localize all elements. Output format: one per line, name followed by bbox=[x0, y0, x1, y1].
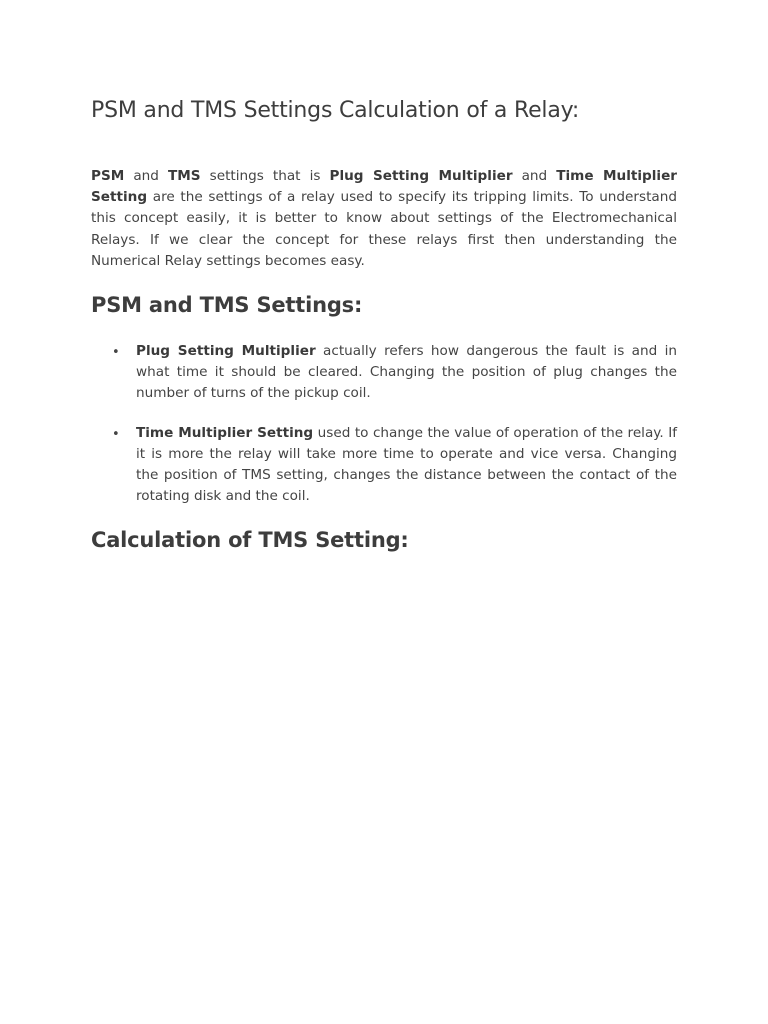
list-item-term: Plug Setting Multiplier bbox=[136, 343, 316, 360]
list-item-description: used to change the value of operation of the relay. If it is more the relay will take more time to operate and vice versa. Changing the position of TMS setting, changes the distance between the contact of the rotating disk and the coil. bbox=[136, 424, 677, 505]
list-item bbox=[91, 423, 677, 508]
psm-abbrev: PSM bbox=[91, 168, 125, 184]
list-item bbox=[91, 341, 677, 405]
list-item-text bbox=[136, 423, 677, 508]
tms-abbrev: TMS bbox=[167, 168, 201, 184]
intro-text-settings: settings that is bbox=[200, 168, 330, 184]
bullet-icon: • bbox=[112, 345, 120, 361]
list-item-text bbox=[136, 341, 677, 405]
intro-text-rest: are the settings of a relay used to specify its tripping limits. To understand this concept easily, it is better to know about settings of the Electromechanical Relays. If we clear the concept for these relays first then understanding the Numerical Relay settings becomes easy. bbox=[91, 189, 677, 269]
bullet-list bbox=[91, 341, 677, 507]
list-item-term: Time Multiplier Setting bbox=[136, 424, 314, 441]
bullet-icon: • bbox=[112, 426, 120, 442]
tms-full-term: Time Multiplier Setting bbox=[91, 168, 678, 206]
intro-paragraph bbox=[91, 166, 677, 272]
section-heading-psm-tms: PSM and TMS Settings: bbox=[91, 293, 363, 318]
intro-text-and: and bbox=[124, 168, 168, 184]
list-item-description: actually refers how dangerous the fault is and in what time it should be cleared. Changing the position of plug changes the number of turns of the pickup coil. bbox=[136, 343, 677, 402]
section-heading-calculation: Calculation of TMS Setting: bbox=[91, 528, 409, 553]
intro-text-and-2: and bbox=[512, 168, 557, 184]
document-title: PSM and TMS Settings Calculation of a Relay: bbox=[91, 98, 580, 123]
document-page bbox=[91, 94, 677, 555]
psm-full-term: Plug Setting Multiplier bbox=[329, 168, 513, 184]
